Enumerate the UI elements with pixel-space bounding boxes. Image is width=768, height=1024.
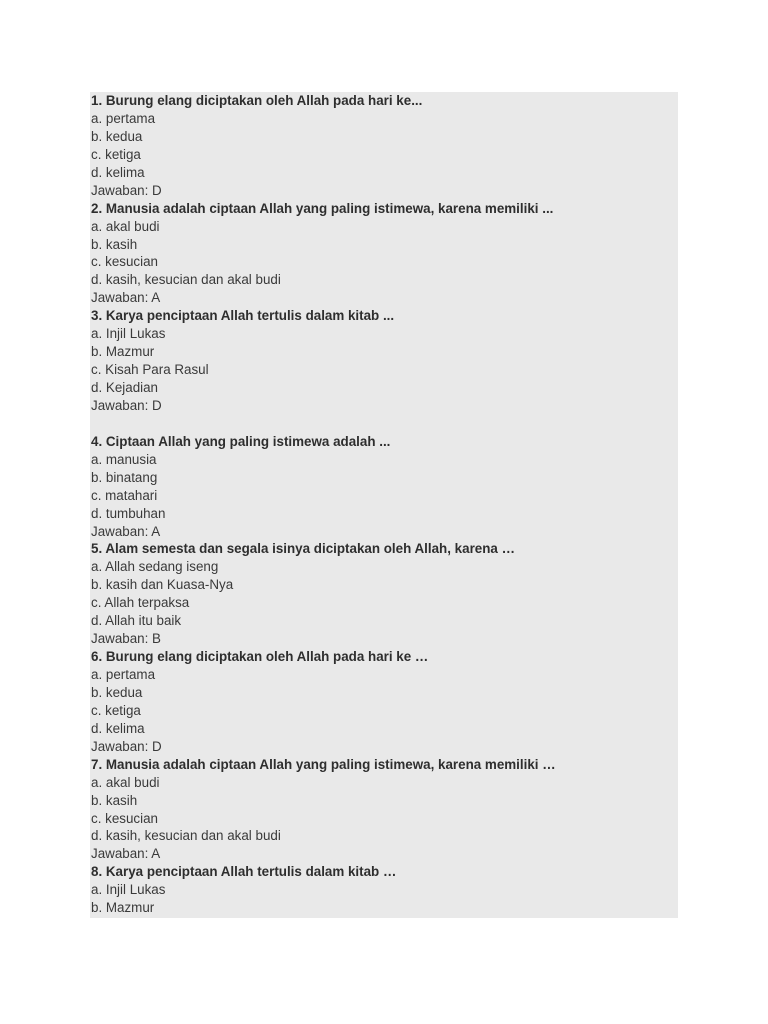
answer-key: Jawaban: B: [91, 631, 161, 647]
answer-option: b. Mazmur: [91, 900, 155, 916]
question-title: 6. Burung elang diciptakan oleh Allah pada hari ke …: [91, 649, 429, 665]
answer-option: a. akal budi: [91, 774, 160, 790]
answer-option: c. matahari: [91, 487, 158, 503]
answer-option: a. manusia: [91, 451, 157, 467]
question-title: 4. Ciptaan Allah yang paling istimewa adalah ...: [91, 433, 391, 449]
answer-option: b. Mazmur: [91, 344, 155, 360]
answer-option: d. Kejadian: [91, 380, 159, 395]
blank-line: [90, 415, 678, 433]
answer-option: d. Allah itu baik: [91, 613, 182, 629]
question-title: 8. Karya penciptaan Allah tertulis dalam kitab …: [91, 864, 397, 880]
answer-option: c. Kisah Para Rasul: [91, 362, 209, 378]
answer-key: Jawaban: A: [91, 290, 161, 306]
answer-option: b. binatang: [91, 469, 158, 485]
answer-option: d. kasih, kesucian dan akal budi: [91, 272, 281, 288]
answer-option: c. kesucian: [91, 810, 158, 826]
answer-option: c. ketiga: [91, 146, 141, 162]
answer-option: b. kasih: [91, 236, 138, 252]
question-title: 1. Burung elang diciptakan oleh Allah pada hari ke...: [91, 93, 423, 108]
answer-option: a. Allah sedang iseng: [91, 559, 219, 575]
answer-option: c. ketiga: [91, 702, 141, 718]
answer-option: a. Injil Lukas: [91, 326, 166, 342]
answer-key: Jawaban: A: [91, 523, 161, 539]
answer-option: b. kedua: [91, 128, 143, 144]
answer-option: a. pertama: [91, 110, 156, 126]
answer-option: a. Injil Lukas: [91, 882, 166, 898]
answer-key: Jawaban: D: [91, 738, 162, 754]
answer-option: b. kasih: [91, 792, 138, 808]
answer-option: c. kesucian: [91, 254, 158, 270]
answer-key: Jawaban: D: [91, 182, 162, 198]
answer-option: b. kasih dan Kuasa-Nya: [91, 577, 234, 593]
question-title: 7. Manusia adalah ciptaan Allah yang paling istimewa, karena memiliki …: [91, 756, 556, 772]
answer-option: d. tumbuhan: [91, 505, 166, 521]
answer-option: a. akal budi: [91, 218, 160, 234]
document-page: [90, 92, 678, 918]
answer-key: Jawaban: D: [91, 397, 162, 413]
answer-option: d. kasih, kesucian dan akal budi: [91, 828, 281, 844]
answer-option: d. kelima: [91, 164, 145, 180]
question-title: 2. Manusia adalah ciptaan Allah yang paling istimewa, karena memiliki ...: [91, 200, 554, 216]
question-title: 5. Alam semesta dan segala isinya diciptakan oleh Allah, karena …: [91, 541, 515, 557]
answer-option: d. kelima: [91, 720, 145, 736]
answer-key: Jawaban: A: [91, 846, 161, 862]
answer-option: c. Allah terpaksa: [91, 595, 190, 611]
answer-option: b. kedua: [91, 684, 143, 700]
question-title: 3. Karya penciptaan Allah tertulis dalam kitab ...: [91, 308, 395, 324]
answer-option: a. pertama: [91, 667, 156, 682]
